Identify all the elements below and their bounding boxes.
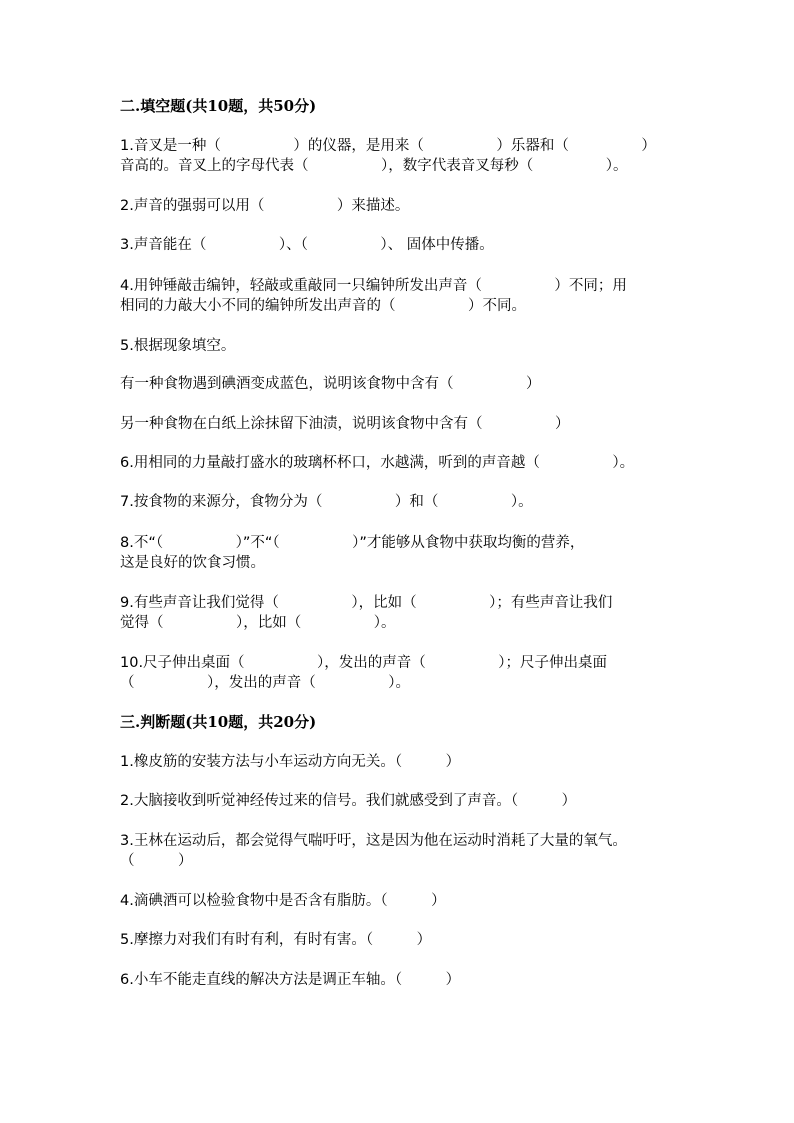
q-fill-4-line-1: 4.用钟锤敲击编钟，轻敲或重敲同一只编钟所发出声音（ ）不同；用	[120, 278, 627, 294]
q-fill-1-line-1: 1.音叉是一种（ ）的仪器，是用来（ ）乐器和（ ）	[120, 138, 656, 154]
q-fill-9-line-1: 9.有些声音让我们觉得（ ），比如（ ）；有些声音让我们	[120, 595, 613, 611]
q-fill-2: 2.声音的强弱可以用（ ）来描述。	[120, 198, 410, 214]
q-fill-10-line-2: （ ），发出的声音（ ）。	[120, 675, 410, 691]
q-judge-3-line-2: （ ）	[120, 853, 193, 869]
q-fill-1-line-2: 音高的。音叉上的字母代表（ ），数字代表音叉每秒（ ）。	[120, 158, 628, 174]
q-fill-6: 6.用相同的力量敲打盛水的玻璃杯杯口，水越满，听到的声音越（ ）。	[120, 455, 635, 471]
q-fill-8-line-1: 8.不“（ ）”不“（ ）”才能够从食物中获取均衡的营养，	[120, 535, 585, 551]
q-fill-5-b: 另一种食物在白纸上涂抹留下油渍，说明该食物中含有（ ）	[120, 416, 570, 432]
q-judge-2: 2.大脑接收到听觉神经传过来的信号。我们就感受到了声音。（ ）	[120, 793, 577, 809]
q-judge-4: 4.滴碘酒可以检验食物中是否含有脂肪。（ ）	[120, 893, 446, 909]
q-fill-10-line-1: 10.尺子伸出桌面（ ），发出的声音（ ）；尺子伸出桌面	[120, 655, 608, 671]
q-judge-1: 1.橡皮筋的安装方法与小车运动方向无关。（ ）	[120, 754, 461, 770]
q-fill-8-line-2: 这是良好的饮食习惯。	[120, 555, 265, 571]
section-title-fill-in: 二.填空题(共10题，共50分)	[120, 97, 317, 115]
q-judge-6: 6.小车不能走直线的解决方法是调正车轴。（ ）	[120, 972, 461, 988]
q-fill-7: 7.按食物的来源分，食物分为（ ）和（ ）。	[120, 494, 533, 510]
q-fill-9-line-2: 觉得（ ），比如（ ）。	[120, 615, 396, 631]
q-fill-4-line-2: 相同的力敲大小不同的编钟所发出声音的（ ）不同。	[120, 298, 526, 314]
q-judge-5: 5.摩擦力对我们有时有利，有时有害。（ ）	[120, 932, 432, 948]
q-fill-5-a: 有一种食物遇到碘酒变成蓝色，说明该食物中含有（ ）	[120, 376, 541, 392]
q-fill-3: 3.声音能在（ ）、（ ）、 固体中传播。	[120, 237, 494, 253]
section-title-judgment: 三.判断题(共10题，共20分)	[120, 713, 317, 731]
q-fill-5: 5.根据现象填空。	[120, 338, 236, 354]
q-judge-3-line-1: 3.王林在运动后，都会觉得气喘吁吁，这是因为他在运动时消耗了大量的氧气。	[120, 833, 627, 849]
